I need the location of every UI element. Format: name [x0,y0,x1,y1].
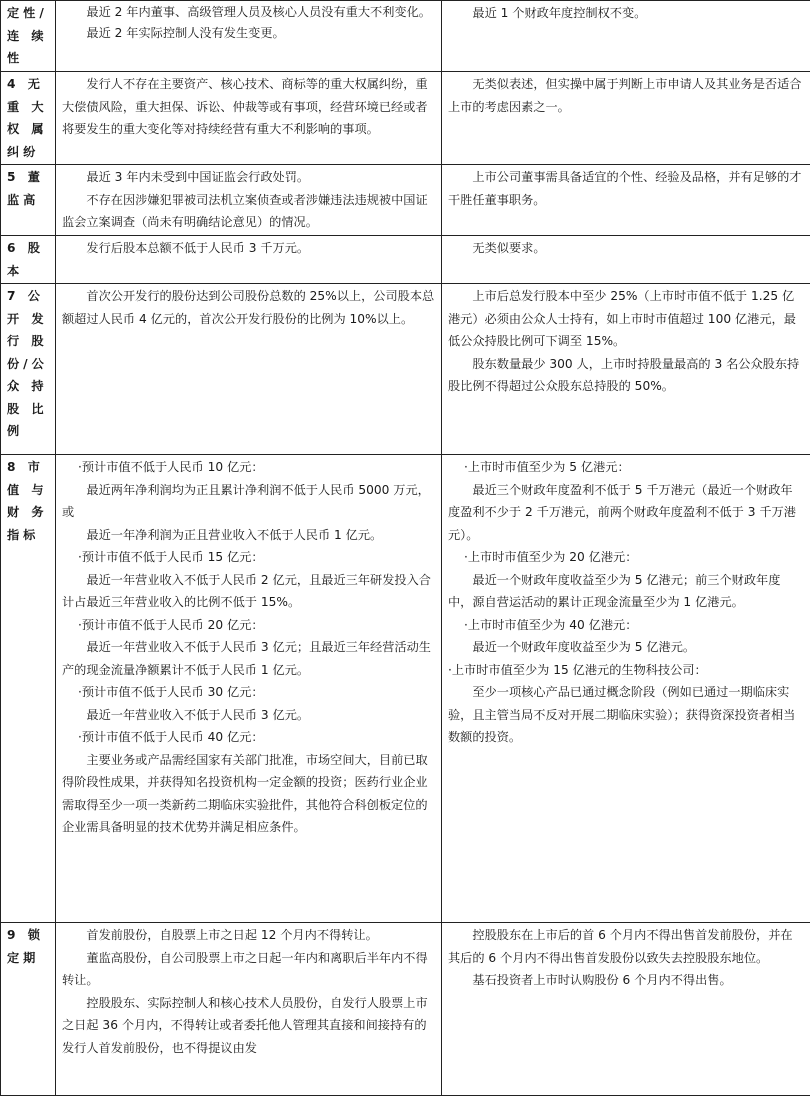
paragraph: 首次公开发行的股份达到公司股份总数的 25%以上，公司股本总额超过人民币 4 亿元的，首次公开发行股份的比例为 10%以上。 [62,285,435,330]
hk-requirement-cell [442,923,810,1096]
criterion-heading: ·预计市值不低于人民币 10 亿元： [62,456,435,479]
paragraph: 最近一年净利润为正且营业收入不低于人民币 1 亿元。 [62,524,435,547]
row-label-line: 份/公 [7,353,49,376]
mainland-requirement-cell [56,165,442,236]
row-label-line: 财 务 [7,501,49,524]
row-label-line: 行 股 [7,330,49,353]
row-ownership-disputes [1,72,810,165]
row-label-line: 定性/ [7,2,49,25]
row-label-line: 开 发 [7,308,49,331]
paragraph: 至少一项核心产品已通过概念阶段（例如已通过一期临床实验，且主管当局不反对开展二期临床实验）；获得资深投资者相当数额的投资。 [448,681,804,749]
paragraph: 最近 3 年内未受到中国证监会行政处罚。 [62,166,435,189]
row-label-line: 股 比 [7,398,49,421]
hk-requirement-cell [442,1,810,72]
paragraph: 最近 2 年实际控制人没有发生变更。 [62,23,435,44]
hk-requirement-cell [442,455,810,923]
row-label-line: 5 董 [7,166,49,189]
criterion-heading: ·上市时市值至少为 40 亿港元： [448,614,804,637]
mainland-requirement-cell [56,72,442,165]
row-label-line: 8 市 [7,456,49,479]
row-label-line: 本 [7,260,49,283]
paragraph: 控股股东在上市后的首 6 个月内不得出售首发前股份，并在其后的 6 个月内不得出售首发股份以致失去控股股东地位。 [448,924,804,969]
criterion-heading: ·上市时市值至少为 15 亿港元的生物科技公司： [448,659,804,682]
row-label-line: 指标 [7,524,49,547]
paragraph: 主要业务或产品需经国家有关部门批准，市场空间大，目前已取得阶段性成果，并获得知名投资机构一定金额的投资；医药行业企业需取得至少一项一类新药二期临床实验批件，其他符合科创板定位的企业需具备明显的技术优势并满足相应条件。 [62,749,435,839]
paragraph: 最近一个财政年度收益至少为 5 亿港元。 [448,636,804,659]
mainland-requirement-cell [56,284,442,455]
criterion-heading: ·预计市值不低于人民币 20 亿元： [62,614,435,637]
mainland-requirement-cell [56,236,442,284]
paragraph: 最近一年营业收入不低于人民币 3 亿元。 [62,704,435,727]
row-label-line: 值 与 [7,479,49,502]
mainland-requirement-cell [56,1,442,72]
row-label-line: 权 属 [7,118,49,141]
row-label-line: 4 无 [7,73,49,96]
row-label [1,455,56,923]
paragraph: 上市公司董事需具备适宜的个性、经验及品格，并有足够的才干胜任董事职务。 [448,166,804,211]
row-label-line: 6 股 [7,237,49,260]
row-label-line: 性 [7,47,49,70]
hk-requirement-cell [442,165,810,236]
row-public-float [1,284,810,455]
row-label-line: 重 大 [7,96,49,119]
paragraph: 无类似表述，但实操中属于判断上市申请人及其业务是否适合上市的考虑因素之一。 [448,73,804,118]
paragraph: 最近两年净利润均为正且累计净利润不低于人民币 5000 万元，或 [62,479,435,524]
row-label [1,1,56,72]
row-directors [1,165,810,236]
row-lock-up [1,923,810,1096]
paragraph: 董监高股份，自公司股票上市之日起一年内和离职后半年内不得转让。 [62,947,435,992]
criterion-heading: ·上市时市值至少为 20 亿港元： [448,546,804,569]
row-label-line: 例 [7,420,49,443]
row-label [1,72,56,165]
mainland-requirement-cell [56,923,442,1096]
paragraph: 股东数量最少 300 人，上市时持股量最高的 3 名公众股东持股比例不得超过公众股东总持股的 50%。 [448,353,804,398]
criterion-heading: ·预计市值不低于人民币 30 亿元： [62,681,435,704]
row-label [1,923,56,1096]
paragraph: 最近三个财政年度盈利不低于 5 千万港元（最近一个财政年度盈利不少于 2 千万港元，前两个财政年度盈利不低于 3 千万港元）。 [448,479,804,547]
row-label [1,236,56,284]
row-label [1,284,56,455]
row-label [1,165,56,236]
mainland-requirement-cell [56,455,442,923]
paragraph: 最近一年营业收入不低于人民币 3 亿元；且最近三年经营活动生产的现金流量净额累计不低于人民币 1 亿元。 [62,636,435,681]
row-label-line: 定期 [7,947,49,970]
paragraph: 不存在因涉嫌犯罪被司法机立案侦查或者涉嫌违法违规被中国证监会立案调查（尚未有明确结论意见）的情况。 [62,189,435,234]
criterion-heading: ·上市时市值至少为 5 亿港元： [448,456,804,479]
criterion-heading: ·预计市值不低于人民币 15 亿元： [62,546,435,569]
row-share-capital [1,236,810,284]
paragraph: 最近一个财政年度收益至少为 5 亿港元；前三个财政年度中，源自营运活动的累计正现金流量至少为 1 亿港元。 [448,569,804,614]
paragraph: 基石投资者上市时认购股份 6 个月内不得出售。 [448,969,804,992]
hk-requirement-cell [442,72,810,165]
row-label-line: 连 续 [7,25,49,48]
paragraph: 首发前股份，自股票上市之日起 12 个月内不得转让。 [62,924,435,947]
hk-requirement-cell [442,236,810,284]
paragraph: 最近 2 年内董事、高级管理人员及核心人员没有重大不利变化。 [62,2,435,23]
row-label-line: 7 公 [7,285,49,308]
row-label-line: 众 持 [7,375,49,398]
paragraph: 无类似要求。 [448,237,804,260]
criterion-heading: ·预计市值不低于人民币 40 亿元： [62,726,435,749]
row-market-value [1,455,810,923]
paragraph: 发行人不存在主要资产、核心技术、商标等的重大权属纠纷，重大偿债风险，重大担保、诉讼、仲裁等或有事项，经营环境已经或者将要发生的重大变化等对持续经营有重大不利影响的事项。 [62,73,435,141]
row-label-line: 监高 [7,189,49,212]
paragraph: 上市后总发行股本中至少 25%（上市时市值不低于 1.25 亿港元）必须由公众人士持有，如上市时市值超过 100 亿港元，最低公众持股比例可下调至 15%。 [448,285,804,353]
paragraph: 发行后股本总额不低于人民币 3 千万元。 [62,237,435,260]
paragraph: 最近 1 个财政年度控制权不变。 [448,2,804,25]
paragraph: 控股股东、实际控制人和核心技术人员股份，自发行人股票上市之日起 36 个月内，不得转让或者委托他人管理其直接和间接持有的发行人首发前股份，也不得提议由发 [62,992,435,1060]
row-label-line: 9 锁 [7,924,49,947]
paragraph: 最近一年营业收入不低于人民币 2 亿元，且最近三年研发投入合计占最近三年营业收入的比例不低于 15%。 [62,569,435,614]
row-label-line: 纠纷 [7,141,49,164]
hk-requirement-cell [442,284,810,455]
row-continuity [1,1,810,72]
